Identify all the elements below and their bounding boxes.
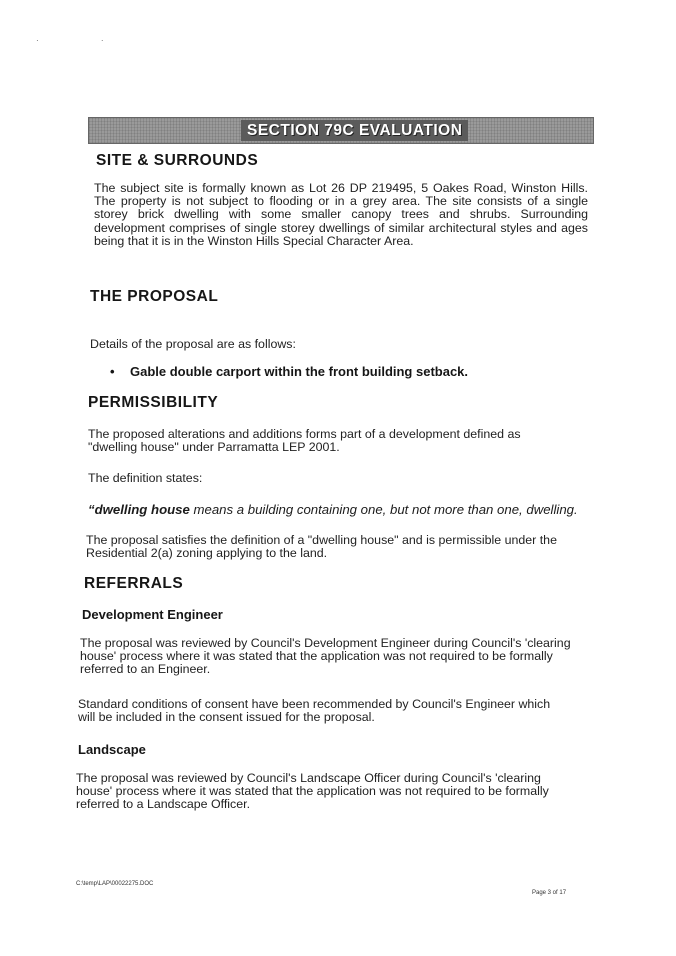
referrals-heading: REFERRALS bbox=[84, 575, 184, 592]
banner-title: SECTION 79C EVALUATION bbox=[241, 120, 468, 141]
landscape-para-1: The proposal was reviewed by Council's Landscape Officer during Council's 'clearing house' process where it was stated that the application was not required to be formally referred to a Landscape Officer. bbox=[76, 771, 549, 812]
definition-term: “dwelling house bbox=[88, 502, 190, 517]
permissibility-para-1: The proposed alterations and additions forms part of a development defined as "dwelling house" under Parramatta LEP 2001. bbox=[88, 427, 521, 455]
definition-text: means a building containing one, but not more than one, dwelling. bbox=[189, 502, 578, 517]
site-surrounds-heading: SITE & SURROUNDS bbox=[96, 152, 259, 169]
bullet-icon: • bbox=[110, 364, 115, 379]
proposal-heading: THE PROPOSAL bbox=[90, 288, 219, 305]
development-engineer-para-2: Standard conditions of consent have been recommended by Council's Engineer which will be included in the consent issued for the proposal. bbox=[78, 697, 551, 725]
scan-marks: · · bbox=[36, 36, 134, 45]
permissibility-para-3: The proposal satisfies the definition of a "dwelling house" and is permissible under the Residential 2(a) zoning applying to the land. bbox=[86, 533, 557, 561]
permissibility-heading: PERMISSIBILITY bbox=[88, 394, 219, 411]
permissibility-para-2: The definition states: bbox=[88, 471, 203, 485]
development-engineer-para-1: The proposal was reviewed by Council's Development Engineer during Council's 'clearing house' process where it was stated that the application was not required to be formally referred to an Engineer. bbox=[80, 636, 571, 677]
section-banner bbox=[88, 117, 594, 144]
proposal-bullet-text: Gable double carport within the front building setback. bbox=[130, 364, 469, 379]
footer-file-path: C:\temp\LAP\00022275.DOC bbox=[76, 881, 154, 887]
definition-quote bbox=[88, 502, 578, 517]
development-engineer-heading: Development Engineer bbox=[82, 607, 223, 622]
landscape-heading: Landscape bbox=[78, 742, 146, 757]
site-surrounds-text: The subject site is formally known as Lot 26 DP 219495, 5 Oakes Road, Winston Hills. The property is not subject to flooding or in a grey area. The site consists of a single storey brick dwelling with some smaller canopy trees and shrubs. Surrounding development comprises of single storey dwellings of similar architectural styles and ages being that it is in the Winston Hills Special Character Area. bbox=[94, 181, 588, 248]
footer-page-number: Page 3 of 17 bbox=[532, 890, 567, 896]
proposal-bullet-item bbox=[110, 364, 468, 379]
proposal-intro: Details of the proposal are as follows: bbox=[90, 337, 296, 351]
